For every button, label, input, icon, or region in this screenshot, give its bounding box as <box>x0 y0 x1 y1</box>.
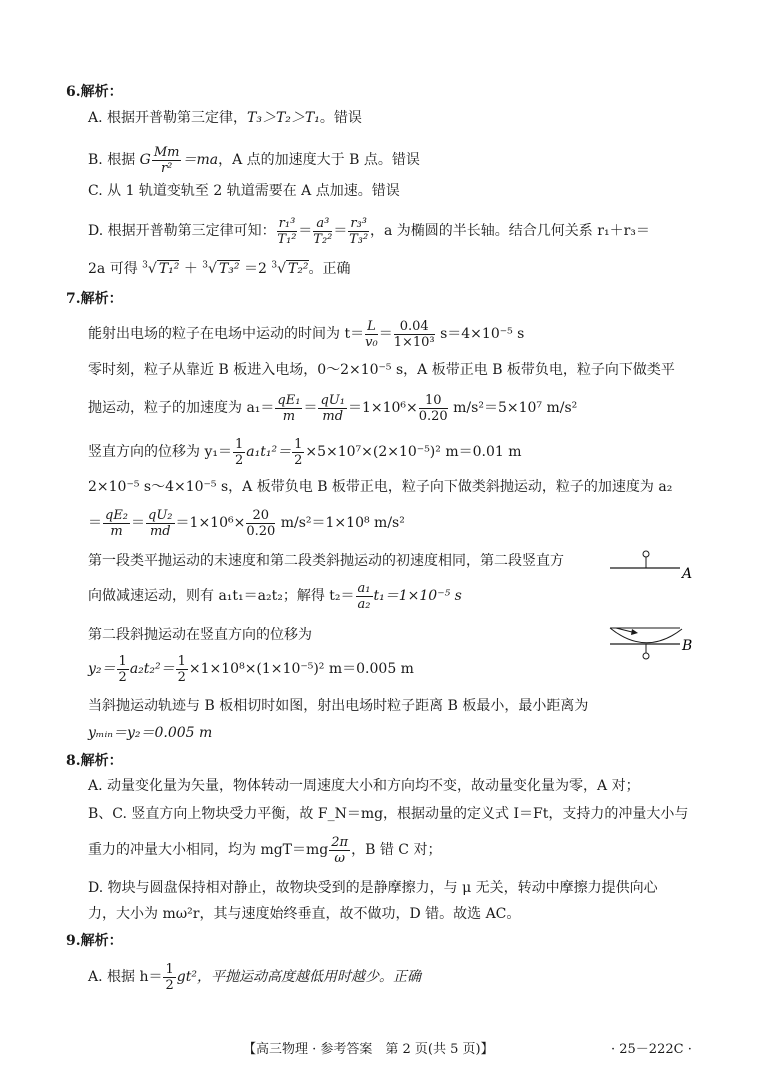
q6-option-d-continued: 2a 可得 $^3$√ T₁² ＋ $^3$√ T₃² ＝2 $^3$√ T₂²。正确 <box>88 260 351 277</box>
q7-line-velocity: 第一段类平抛运动的末速度和第二段类斜抛运动的初速度相同，第二段竖直方 <box>88 553 564 569</box>
q7-line-start: 零时刻，粒子从靠近 B 板进入电场，0～2×10⁻⁵ s，A 板带正电 B 板带负电，粒子向下做类平 <box>88 362 675 378</box>
q6-option-d: D. 根据开普勒第三定律可知： $\frac{\text{r₁³}}{\text{T₁²}}$ ＝ $\frac{\text{a³}}{\text{T₂²}}$ ＝ $\frac{\text{r₃³}}{\text{T₃²}}$ ，a 为椭圆的半长轴。结合几何关系 r₁＋r₃＝ <box>88 215 650 247</box>
q7-line-y2: y₂＝ $\frac{1}{2}$ a₂t₂²＝ $\frac{1}{2}$ ×1×10⁸×(1×10⁻⁵)² m＝0.005 m <box>88 653 414 685</box>
q7-line-displacement: 第二段斜抛运动在竖直方向的位移为 <box>88 627 312 643</box>
page-code: · 25－222C · <box>611 1042 692 1057</box>
plate-b-label: B <box>682 638 693 654</box>
q8-option-bc-continued: 重力的冲量大小相同，均为 mgT＝mg $\frac{2\pi}{\omega}$ ，B 错 C 对； <box>88 834 442 866</box>
q7-line-y1: 竖直方向的位移为 y₁＝ $\frac{1}{2}$ a₁t₁²＝ $\frac{1}{2}$ ×5×10⁷×(2×10⁻⁵)² m＝0.01 m <box>88 436 522 468</box>
q6-option-c: C. 从 1 轨道变轨至 2 轨道需要在 A 点加速。错误 <box>88 183 400 199</box>
q7-line-accel2: ＝ $\frac{\text{qE₂}}{m}$ ＝ $\frac{\text{qU₂}}{md}$ ＝1×10⁶× $\frac{20}{0.20}$ m/s²＝1×10⁸ m/s² <box>88 507 405 539</box>
q7-line-tangent: 当斜抛运动轨迹与 B 板相切时如图，射出电场时粒子距离 B 板最小，最小距离为 <box>88 698 589 714</box>
q7-line-time: 能射出电场的粒子在电场中运动的时间为 t＝ $\frac{L}{\text{v₀}}$ ＝ $\frac{0.04}{\text{1×10³}}$ s＝4×10⁻⁵ s <box>88 318 525 350</box>
q7-line-ymin: yₘᵢₙ＝y₂＝0.005 m <box>88 725 213 741</box>
q8-option-a: A. 动量变化量为矢量，物体转动一周速度大小和方向均不变，故动量变化量为零，A 对； <box>88 778 640 794</box>
q6-header: 6.解析： <box>66 84 123 100</box>
q9-option-a: A. 根据 h＝ $\frac{1}{2}$ gt²，平抛运动高度越低用时越少。正确 <box>88 961 421 993</box>
plate-a-label: A <box>682 566 693 582</box>
q7-line-t2: 向做减速运动，则有 a₁t₁＝a₂t₂；解得 t₂＝ $\frac{\text{a₁}}{\text{a₂}}$ t₁＝1×10⁻⁵ s <box>88 580 462 612</box>
q8-option-d: D. 物块与圆盘保持相对静止，故物块受到的是静摩擦力，与 μ 无关，转动中摩擦力提供向心 <box>88 880 658 896</box>
q7-header: 7.解析： <box>66 291 123 307</box>
q7-line-accel1: 抛运动，粒子的加速度为 a₁＝ $\frac{\text{qE₁}}{m}$ ＝ $\frac{\text{qU₁}}{md}$ ＝1×10⁶× $\frac{10}{0.20}$ m/s²＝5×10⁷ m/s² <box>88 392 578 424</box>
page-footer: 【高三物理 · 参考答案 第 2 页(共 5 页)】 <box>243 1042 494 1057</box>
q8-option-d-continued: 力，大小为 mω²r，其与速度始终垂直，故不做功，D 错。故选 AC。 <box>88 906 521 922</box>
plate-b-figure <box>608 625 708 665</box>
q7-line-second-phase: 2×10⁻⁵ s～4×10⁻⁵ s，A 板带负电 B 板带正电，粒子向下做类斜抛运动，粒子的加速度为 a₂ <box>88 479 673 495</box>
q6-option-a: A. 根据开普勒第三定律，T₃＞T₂＞T₁。错误 <box>88 110 362 126</box>
q8-header: 8.解析： <box>66 753 123 769</box>
q6-option-b: B. 根据 G $\frac{Mm}{\text{r²}}$ ＝ma，A 点的加速度大于 B 点。错误 <box>88 144 420 176</box>
q9-header: 9.解析： <box>66 933 123 949</box>
plate-a-figure <box>608 547 708 587</box>
q8-option-bc: B、C. 竖直方向上物块受力平衡，故 F_N＝mg，根据动量的定义式 I＝Ft，支持力的冲量大小与 <box>88 806 689 822</box>
